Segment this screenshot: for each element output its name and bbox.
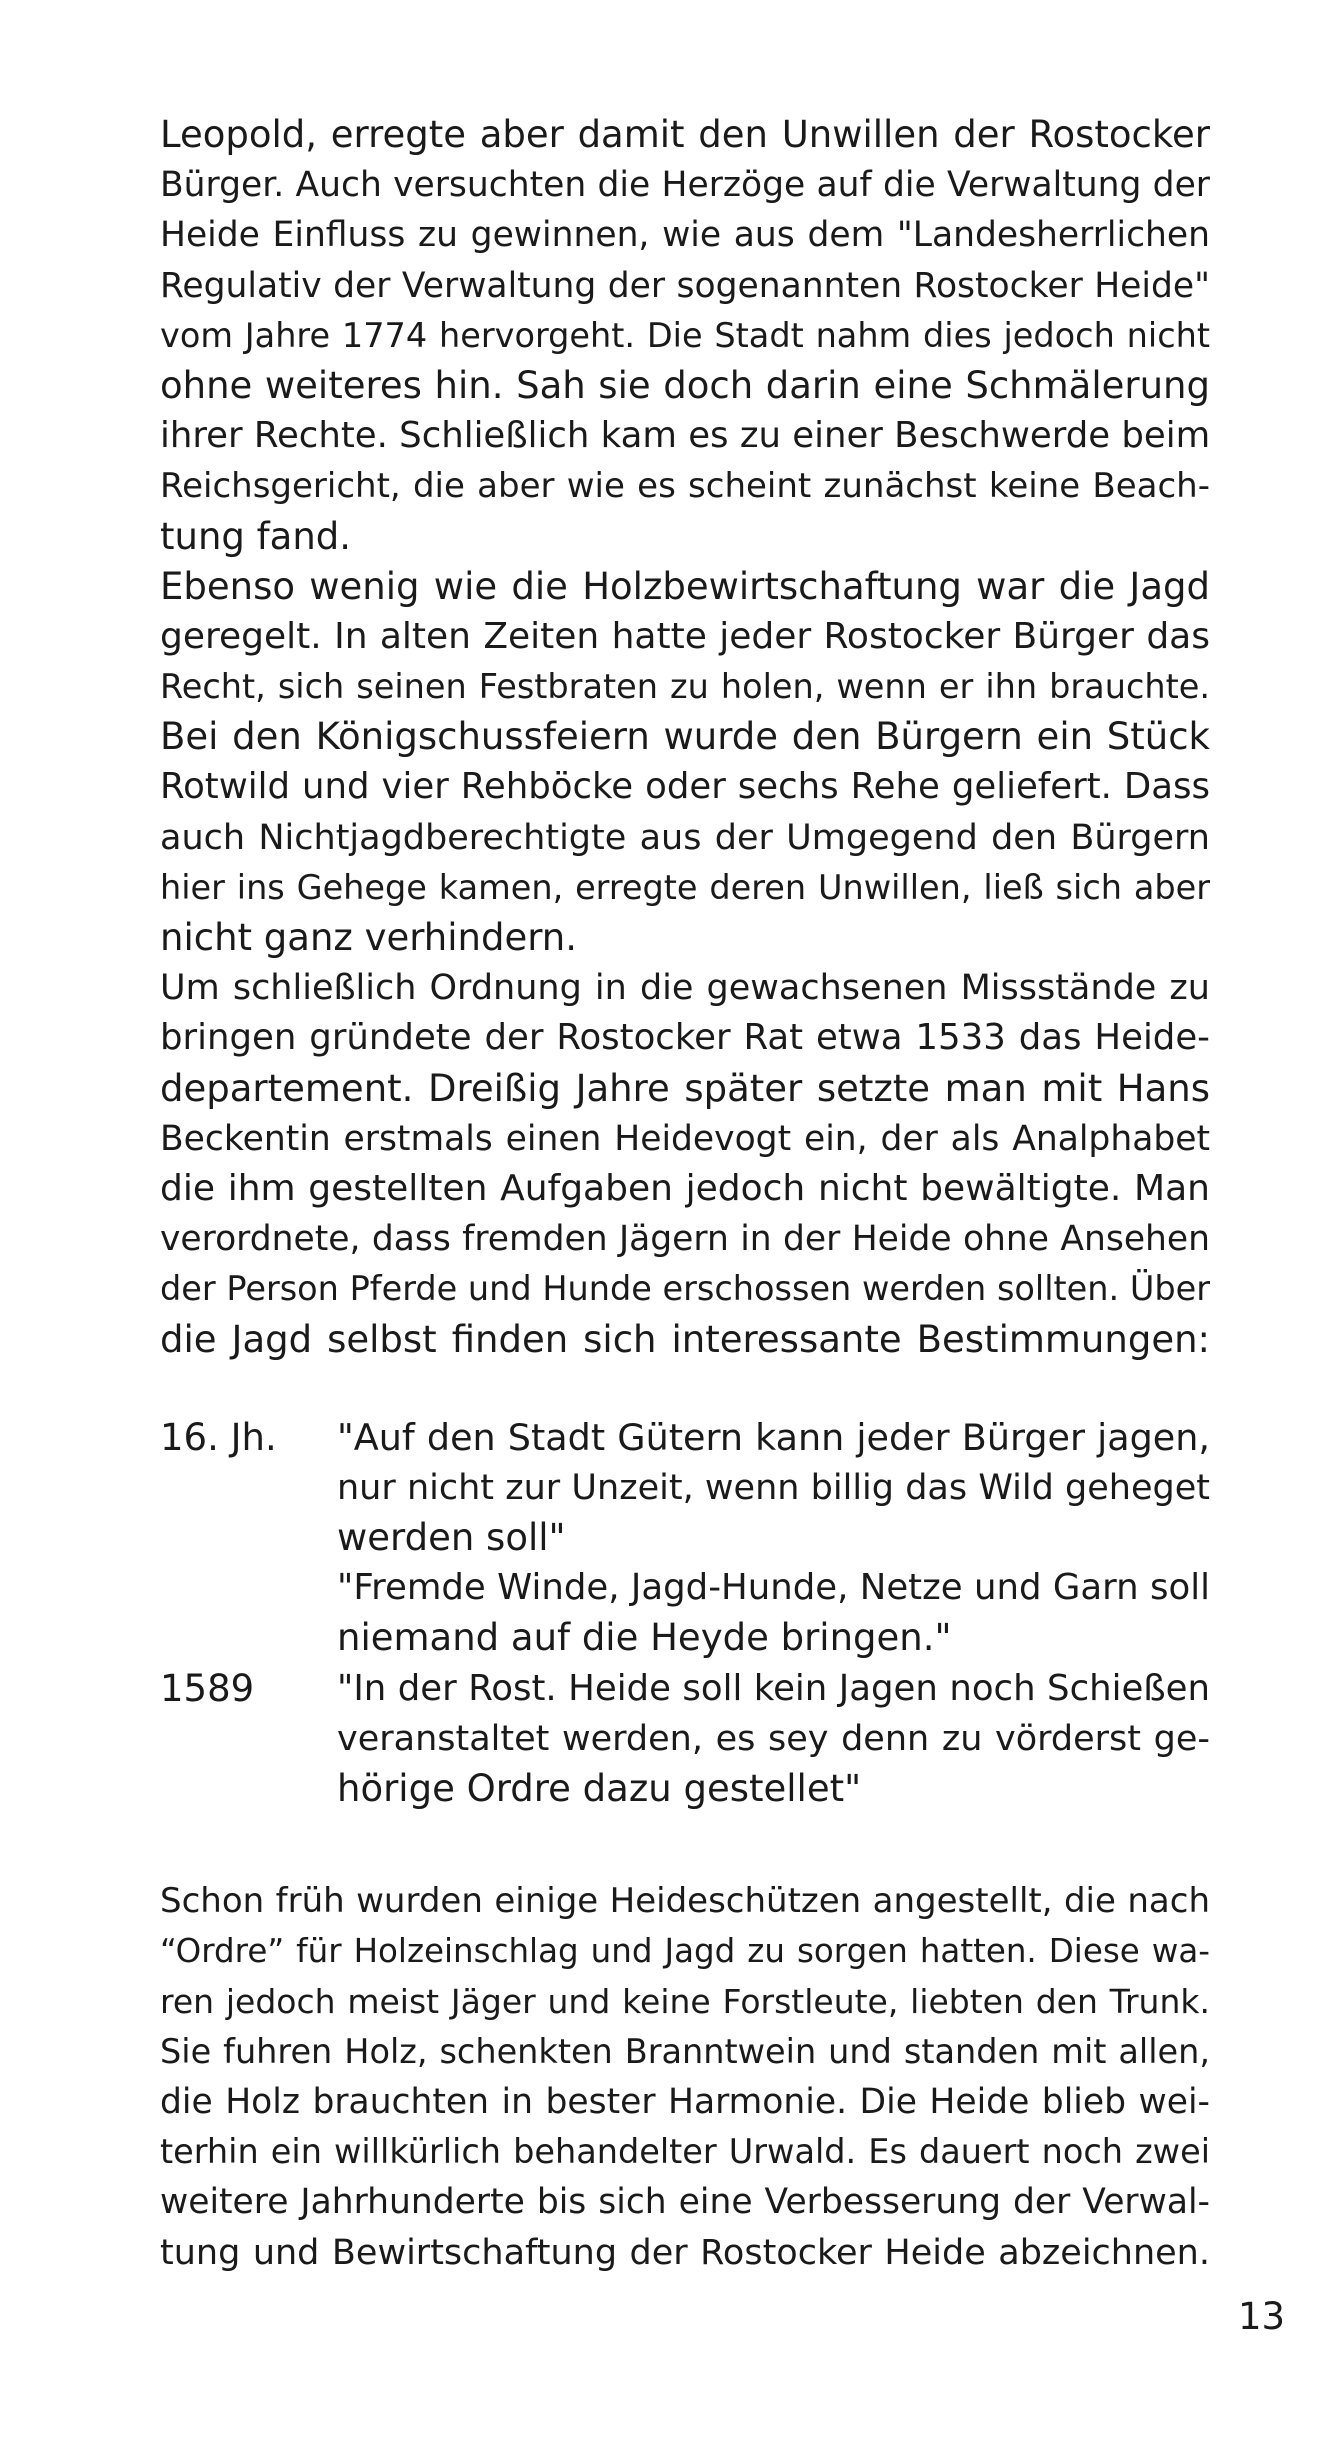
text-line: “Ordre” für Holzeinschlag und Jagd zu sorgen hatten. Diese wa- (160, 1932, 1210, 1971)
text-line: hörige Ordre dazu gestellet" (337, 1767, 862, 1810)
text-line: geregelt. In alten Zeiten hatte jeder Rostocker Bürger das (160, 615, 1210, 657)
text-line: Schon früh wurden einige Heideschützen angestellt, die nach (160, 1881, 1210, 1922)
text-line: "Fremde Winde, Jagd-Hunde, Netze und Garn soll (337, 1567, 1210, 1609)
regulation-date: 1589 (160, 1666, 255, 1710)
paragraph-2 (160, 562, 1210, 964)
paragraph-3 (160, 963, 1210, 1365)
text-line: ohne weiteres hin. Sah sie doch darin eine Schmälerung (160, 363, 1210, 407)
text-line: der Person Pferde und Hunde erschossen werden sollten. Über (160, 1269, 1210, 1309)
text-line: ihrer Rechte. Schließlich kam es zu einer Beschwerde beim (160, 415, 1211, 457)
text-line: Bei den Königschussfeiern wurde den Bürgern ein Stück (160, 715, 1210, 759)
text-line: tung und Bewirtschaftung der Rostocker Heide abzeichnen. (160, 2232, 1210, 2273)
text-line: Leopold, erregte aber damit den Unwillen der Rostocker (160, 113, 1210, 156)
text-line: ren jedoch meist Jäger und keine Forstleute, liebten den Trunk. (160, 1981, 1210, 2021)
regulation-text (337, 1664, 1210, 1815)
text-line: die Holz brauchten in bester Harmonie. Die Heide blieb wei- (160, 2081, 1210, 2122)
text-line: Rotwild und vier Rehböcke oder sechs Rehe geliefert. Dass (160, 766, 1210, 808)
section-spacer (160, 1814, 1210, 1876)
closing-paragraph (160, 1876, 1210, 2278)
text-line: "Auf den Stadt Gütern kann jeder Bürger jagen, (337, 1415, 1210, 1459)
text-line: Ebenso wenig wie die Holzbewirtschaftung war die Jagd (160, 564, 1210, 608)
page-number: 13 (1238, 2295, 1286, 2338)
regulation-entry (160, 1664, 1210, 1815)
text-line: "In der Rost. Heide soll kein Jagen noch Schießen (337, 1667, 1210, 1709)
regulation-date: 16. Jh. (160, 1415, 277, 1459)
text-line: Um schließlich Ordnung in die gewachsenen Missstände zu (160, 968, 1210, 1009)
text-line: tung fand. (160, 514, 352, 558)
text-line: die Jagd selbst finden sich interessante Bestimmungen: (160, 1317, 1210, 1361)
text-line: Reichsgericht, die aber wie es scheint zunächst keine Beach- (160, 466, 1210, 507)
text-line: hier ins Gehege kamen, erregte deren Unwillen, ließ sich aber (160, 867, 1210, 907)
text-line: Sie fuhren Holz, schenkten Branntwein und standen mit allen, (160, 2031, 1210, 2071)
text-line: nur nicht zur Unzeit, wenn billig das Wild geheget (337, 1467, 1210, 1508)
text-line: vom Jahre 1774 hervorgeht. Die Stadt nahm dies jedoch nicht (160, 315, 1210, 355)
text-line: auch Nichtjagdberechtigte aus der Umgegend den Bürgern (160, 817, 1210, 858)
text-line: die ihm gestellten Aufgaben jedoch nicht bewältigte. Man (160, 1167, 1210, 1209)
text-line: nicht ganz verhindern. (160, 916, 578, 959)
text-line: Recht, sich seinen Festbraten zu holen, wenn er ihn brauchte. (160, 667, 1210, 707)
text-line: Beckentin erstmals einen Heidevogt ein, der als Analphabet (160, 1118, 1210, 1159)
section-spacer (160, 1365, 1210, 1413)
text-line: terhin ein willkürlich behandelter Urwald. Es dauert noch zwei (160, 2132, 1210, 2172)
text-line: Regulativ der Verwaltung der sogenannten Rostocker Heide" (160, 265, 1210, 306)
text-line: verordnete, dass fremden Jägern in der Heide ohne Ansehen (160, 1219, 1210, 1260)
page-body (160, 110, 1210, 2278)
paragraph-1 (160, 110, 1210, 562)
text-line: niemand auf die Heyde bringen." (337, 1616, 952, 1660)
regulation-entry (160, 1413, 1210, 1664)
text-line: weitere Jahrhunderte bis sich eine Verbesserung der Verwal- (160, 2182, 1210, 2223)
text-line: werden soll" (337, 1516, 566, 1560)
text-line: bringen gründete der Rostocker Rat etwa 1533 das Heide- (160, 1017, 1210, 1059)
text-line: Heide Einfluss zu gewinnen, wie aus dem "Landesherrlichen (160, 215, 1210, 256)
text-line: Bürger. Auch versuchten die Herzöge auf die Verwaltung der (160, 165, 1210, 206)
text-line: departement. Dreißig Jahre später setzte man mit Hans (160, 1066, 1210, 1110)
regulation-text (337, 1413, 1210, 1664)
text-line: veranstaltet werden, es sey denn zu vörderst ge- (337, 1718, 1210, 1759)
